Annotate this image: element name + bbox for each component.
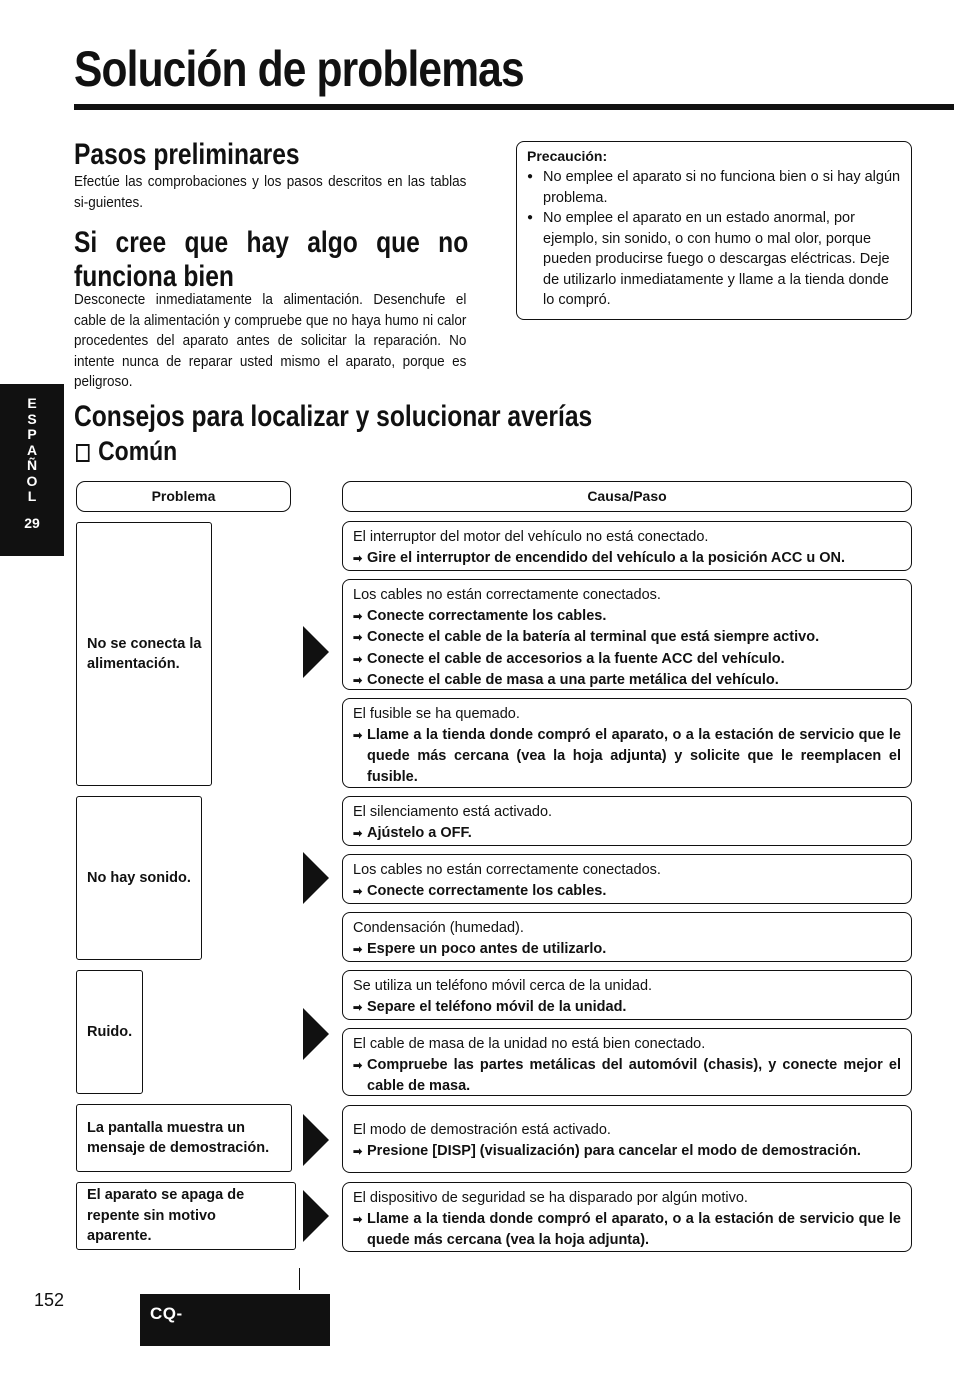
side-tab-letter: L <box>27 488 37 504</box>
arrow-right-icon <box>303 626 329 678</box>
problem-label: La pantalla muestra un <box>87 1119 245 1136</box>
precaution-box <box>516 141 912 320</box>
step-text: ➡ Ajústelo a OFF. <box>353 823 901 845</box>
arrow-right-icon <box>303 1008 329 1060</box>
cause-text: Se utiliza un teléfono móvil cerca de la unidad. <box>353 978 653 994</box>
not-working-text: Desconecte inmediatamente la alimentación. Desenchufe el cable de la alimentación y compruebe que no haya humo ni calor procedentes del aparato antes de solicitar la reparación. No intente nunca de reparar usted mismo el aparato, porque es peligroso. <box>74 291 467 390</box>
precaution-title: Precaución: <box>527 148 608 164</box>
tips-heading: Consejos para localizar y solucionar averías <box>74 400 593 433</box>
arrow-right-icon <box>303 1114 329 1166</box>
step-text: ➡ Conecte correctamente los cables. <box>353 606 901 628</box>
cause-column-header: Causa/Paso <box>342 481 912 512</box>
problem-label: Ruido. <box>87 1023 133 1040</box>
step-text: ➡ Llame a la tienda donde compró el aparato, o a la estación de servicio que le quede más cercana (vea la hoja adjunta) y solicite que le reemplacen el fusible. <box>353 725 901 788</box>
step-text: ➡ Gire el interruptor de encendido del vehículo a la posición ACC u ON. <box>353 548 901 570</box>
not-working-heading-line1: Si cree que hay algo que no <box>74 226 469 259</box>
step-text: ➡ Conecte el cable de la batería al terminal que está siempre activo. <box>353 627 901 649</box>
side-tab-letter: Ñ <box>26 457 38 473</box>
not-working-heading <box>74 226 469 294</box>
cause-box <box>342 698 912 788</box>
cause-text: El interruptor del motor del vehículo no está conectado. <box>353 529 709 545</box>
square-icon <box>76 444 90 462</box>
cause-text: El dispositivo de seguridad se ha disparado por algún motivo. <box>353 1190 748 1206</box>
precaution-item: ● No emplee el aparato si no funciona bien o si hay algún problema. <box>527 167 901 208</box>
preliminary-text: Efectúe las comprobaciones y los pasos descritos en las tablas si-guientes. <box>74 173 467 211</box>
cause-box <box>342 970 912 1020</box>
side-tab-letter: A <box>26 441 38 458</box>
language-side-tab <box>0 384 64 556</box>
common-subheading-label: Común <box>98 436 178 466</box>
arrow-right-icon <box>303 1190 329 1242</box>
cause-box <box>342 1182 912 1252</box>
model-number: CQ-HX1083/HR10¯3U <box>140 1294 330 1346</box>
cause-text: El modo de demostración está activado. <box>353 1122 611 1138</box>
title-rule <box>74 104 954 110</box>
problem-label: No hay sonido. <box>87 869 191 886</box>
side-tab-number: 29 <box>24 514 40 531</box>
precaution-item: ● No emplee el aparato en un estado anormal, por ejemplo, sin sonido, o con humo o mal olor, porque pueden producirse fuego o descargas eléctricas. Deje de utilizarlo inmediatamente y llame a la tienda donde lo compró. <box>527 208 901 311</box>
problem-label: repente sin motivo <box>87 1207 216 1224</box>
step-text: ➡ Conecte el cable de masa a una parte metálica del vehículo. <box>353 670 901 692</box>
cause-text: Los cables no están correctamente conectados. <box>353 862 661 878</box>
side-tab-letters <box>0 384 64 505</box>
side-tab-letter: E <box>27 395 37 411</box>
cause-box <box>342 579 912 690</box>
page-number: 152 <box>34 1290 65 1310</box>
cause-box <box>342 521 912 571</box>
cause-box <box>342 796 912 846</box>
problem-noise <box>76 970 143 1094</box>
problem-label: aparente. <box>87 1228 152 1245</box>
problem-label: No se conecta la <box>87 635 202 652</box>
step-text: ➡ Espere un poco antes de utilizarlo. <box>353 939 901 961</box>
problem-spacer <box>76 522 292 786</box>
step-text: ➡ Conecte el cable de accesorios a la fuente ACC del vehículo. <box>353 649 901 671</box>
step-text: ➡ Separe el teléfono móvil de la unidad. <box>353 997 901 1019</box>
step-text: ➡ Conecte correctamente los cables. <box>353 881 901 903</box>
common-subheading <box>76 436 177 467</box>
page-title: Solución de problemas <box>74 41 524 97</box>
cause-text: Condensación (humedad). <box>353 920 524 936</box>
problem-label: alimentación. <box>87 656 180 672</box>
side-tab-letter: P <box>27 426 37 442</box>
cause-box <box>342 854 912 904</box>
problem-label: mensaje de demostración. <box>87 1140 270 1156</box>
step-text: ➡ Presione [DISP] (visualización) para cancelar el modo de demostración. <box>353 1141 901 1163</box>
cause-text: Los cables no están correctamente conectados. <box>353 587 661 603</box>
side-tab-letter: O <box>26 472 38 489</box>
arrow-right-icon <box>303 852 329 904</box>
cause-box <box>342 912 912 962</box>
cause-box <box>342 1028 912 1096</box>
problem-sudden-shutdown <box>76 1182 296 1250</box>
precaution-list <box>527 167 901 311</box>
footer-tick <box>299 1268 300 1290</box>
cause-text: El silenciamento está activado. <box>353 804 553 820</box>
step-text: ➡ Compruebe las partes metálicas del automóvil (chasis), y conecte mejor el cable de masa. <box>353 1055 901 1097</box>
cause-text: El fusible se ha quemado. <box>353 706 520 722</box>
not-working-heading-line2: funciona bien <box>74 260 234 293</box>
cause-text: El cable de masa de la unidad no está bien conectado. <box>353 1036 706 1052</box>
problem-label: El aparato se apaga de <box>87 1187 245 1204</box>
step-text: ➡ Llame a la tienda donde compró el aparato, o a la estación de servicio que le quede más cercana (vea la hoja adjunta). <box>353 1209 901 1251</box>
problem-column-header: Problema <box>76 481 291 512</box>
problem-demo-message <box>76 1104 292 1172</box>
problem-no-sound <box>76 796 202 960</box>
preliminary-heading: Pasos preliminares <box>74 138 300 171</box>
side-tab-letter: S <box>27 410 37 427</box>
cause-box <box>342 1105 912 1173</box>
